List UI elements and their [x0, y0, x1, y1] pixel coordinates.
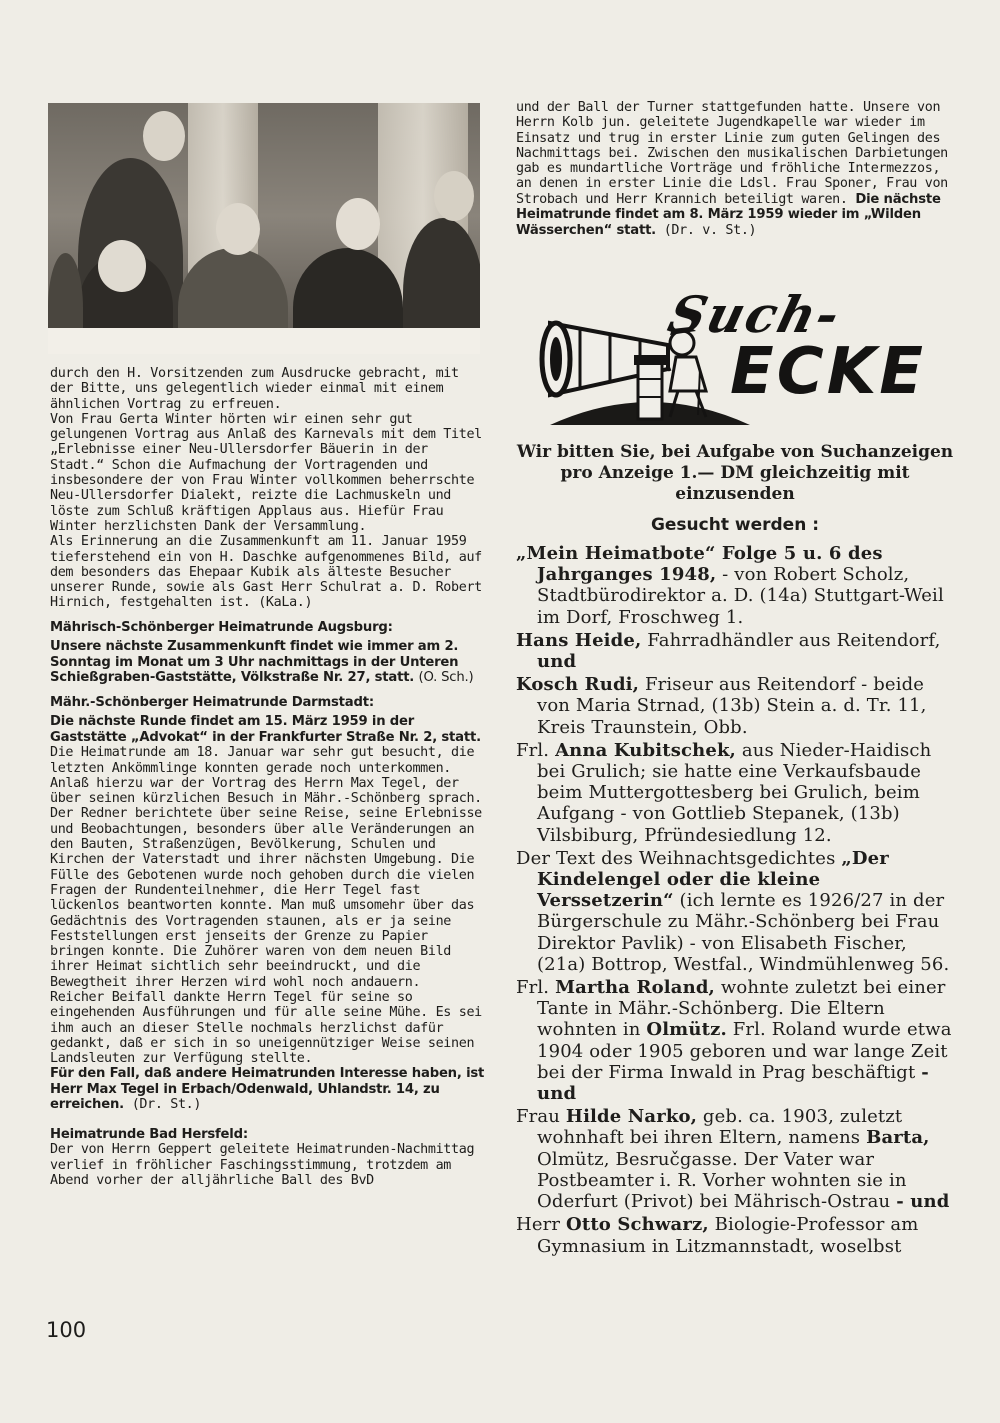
section-heading-darmstadt: Mähr.-Schönberger Heimatrunde Darmstadt: [50, 694, 374, 710]
section-heading-augsburg: Mährisch-Schönberger Heimatrunde Augsburg: [50, 619, 393, 635]
gesucht-heading: Gesucht werden : [650, 515, 820, 535]
list-item: „Mein Heimatbote“ Folge 5 u. 6 des Jahrganges 1948, - von Robert Scholz, Stadtbürodirektor a. D. (14a) Stuttgart-Weil im Dorf, Froschweg 1. [516, 543, 944, 628]
darmstadt-announcement: Die nächste Runde findet am 15. März 1959 in der Gaststätte „Advokat“ in der Frankfurter Straße Nr. 2, statt. [50, 714, 481, 745]
paragraph: Als Erinnerung an die Zusammenkunft am 11. Januar 1959 tieferstehend ein von H. Daschke aufgenommenes Bild, auf dem besonders das Ehepaar Kubik als älteste Besucher unserer Runde, sowie als Gast Herr Schulrat a. D. Robert Hirnich, festgehalten ist. (KaLa.) [50, 534, 482, 611]
right-column-top [516, 100, 952, 238]
paragraph: durch den H. Vorsitzenden zum Ausdrucke gebracht, mit der Bitte, uns gelegentlich wieder einmal mit einem ähnlichen Vortrag zu erfreuen. [50, 366, 459, 412]
list-item: Frl. Martha Roland, wohnte zuletzt bei einer Tante in Mähr.-Schönberg. Die Eltern wohnten in Olmütz. Frl. Roland wurde etwa 1904 oder 1905 geboren und war lange Zeit bei der Firma Inwald in Prag beschäftigt - und [516, 977, 952, 1105]
list-item: Frau Hilde Narko, geb. ca. 1903, zuletzt wohnhaft bei ihren Eltern, namens Barta, Olmütz, Besručgasse. Der Vater war Postbeamter i. R. Vorher wohnten sie in Oderfurt (Privot) bei Mährisch-Ostrau - und [516, 1106, 950, 1213]
left-column [50, 366, 486, 1188]
face [434, 171, 474, 221]
darmstadt-contact: Für den Fall, daß andere Heimatrunden Interesse haben, ist Herr Max Tegel in Erbach/Odenwald, Uhlandstr. 14, zu erreichen. (Dr. St.) [50, 1066, 485, 1113]
face [216, 203, 260, 255]
list-item: Hans Heide, Fahrradhändler aus Reitendorf, und [516, 629, 941, 673]
list-item: Der Text des Weihnachtsgedichtes „Der Kindelengel oder die kleine Verssetzerin“ (ich lernte es 1926/27 in der Bürgerschule zu Mähr.-Schönberg bei Frau Direktor Pavlik) - von Elisabeth Fischer, (21a) Bottrop, Westfal., Windmühlenweg 56. [516, 847, 950, 975]
ecke-title: ECKE [730, 335, 926, 409]
list-item: Frl. Anna Kubitschek, aus Nieder-Haidisch bei Grulich; sie hatte eine Verkaufsbaude beim Muttergottesberg bei Grulich, beim Aufgang - von Gottlieb Stepanek, (13b) Vilsbiburg, Pfründesiedlung 12. [516, 739, 932, 846]
intro-note: Wir bitten Sie, bei Aufgabe von Suchanzeigen pro Anzeige 1.— DM gleichzeitig mit einzusenden [516, 442, 954, 504]
page-number: 100 [46, 1318, 87, 1342]
paragraph: und der Ball der Turner stattgefunden hatte. Unsere von Herrn Kolb jun. geleitete Jugendkapelle war wieder im Einsatz und trug in erster Linie zum guten Gelingen des Nachmittags bei. Zwischen den musikalischen Darbietungen gab es mundartliche Vorträge und fröhliche Intermezzos, an denen in erster Linie die Ldsl. Frau Sponer, Frau von Strobach und Herr Krannich beteiligt waren. Die nächste Heimatrunde findet am 8. März 1959 wieder im „Wilden Wässerchen“ statt. (Dr. v. St.) [516, 100, 948, 238]
paragraph: Die Heimatrunde am 18. Januar war sehr gut besucht, die letzten Ankömmlinge konnten gerade noch unterkommen. Anlaß hierzu war der Vortrag des Herrn Max Tegel, der über seinen kürzlichen Besuch in Mähr.-Schönberg sprach. Der Redner berichtete über seine Reise, seine Erlebnisse und Beobachtungen, besonders über alle Veränderungen an den Bauten, Straßenzügen, Bevölkerung, Schulen und Kirchen der Vaterstadt und ihrer nächsten Umgebung. Die Fülle des Gebotenen wurde noch gehoben durch die vielen Fragen der Rundenteilnehmer, die Herr Tegel fast lückenlos beantworten konnte. Man muß umsomehr über das Gedächtnis des Vortragenden staunen, als er ja seine Feststellungen erst jenseits der Grenze zu Papier bringen konnte. Die Zuhörer waren von dem neuen Bild ihrer Heimat sichtlich sehr beeindruckt, und die Bewegtheit ihrer Herzen wird wohl noch andauern. [50, 745, 482, 990]
list-item: Kosch Rudi, Friseur aus Reitendorf - beide von Maria Strnad, (13b) Stein a. d. Tr. 11, Kreis Traunstein, Obb. [516, 674, 927, 738]
face [143, 111, 185, 161]
paragraph: Von Frau Gerta Winter hörten wir einen sehr gut gelungenen Vortrag aus Anlaß des Karnevals mit dem Titel „Erlebnisse einer Neu-Ullersdorfer Bäuerin in der Stadt.“ Schon die Aufmachung der Vortragenden und insbesondere der von Frau Winter vollkommen beherrschte Neu-Ullersdorfer Dialekt, reizte die Lachmuskeln und löste zum Schluß kräftigen Applaus aus. Hiefür Frau Winter herzlichsten Dank der Versammlung. [50, 411, 482, 534]
paragraph: Der von Herrn Geppert geleitete Heimatrunden-Nachmittag verlief in fröhlicher Faschingsstimmung, trotzdem am Abend vorher der alljährliche Ball des BvD [50, 1142, 475, 1189]
face [98, 240, 146, 292]
face [336, 198, 380, 250]
paragraph: Reicher Beifall dankte Herrn Tegel für seine so eingehenden Ausführungen und für alle seine Mühe. Es sei ihm auch an dieser Stelle nochmals herzlichst dafür gedankt, daß er sich in so uneigennütziger Weise seinen Landsleuten zur Verfügung stellte. [50, 990, 482, 1067]
such-ecke-listings [516, 442, 954, 1259]
table-cloth [48, 328, 480, 354]
augsburg-announcement: Unsere nächste Zusammenkunft findet wie immer am 2. Sonntag im Monat um 3 Uhr nachmittags in der Unteren Schießgraben-Gaststätte, Völkstraße Nr. 27, statt. (O. Sch.) [50, 639, 474, 686]
list-item: Herr Otto Schwarz, Biologie-Professor am Gymnasium in Litzmannstadt, woselbst [516, 1214, 919, 1257]
section-heading-hersfeld: Heimatrunde Bad Hersfeld: [50, 1126, 248, 1142]
group-photo [48, 103, 480, 354]
such-ecke-banner [520, 283, 954, 433]
such-title: Such- [662, 285, 848, 344]
